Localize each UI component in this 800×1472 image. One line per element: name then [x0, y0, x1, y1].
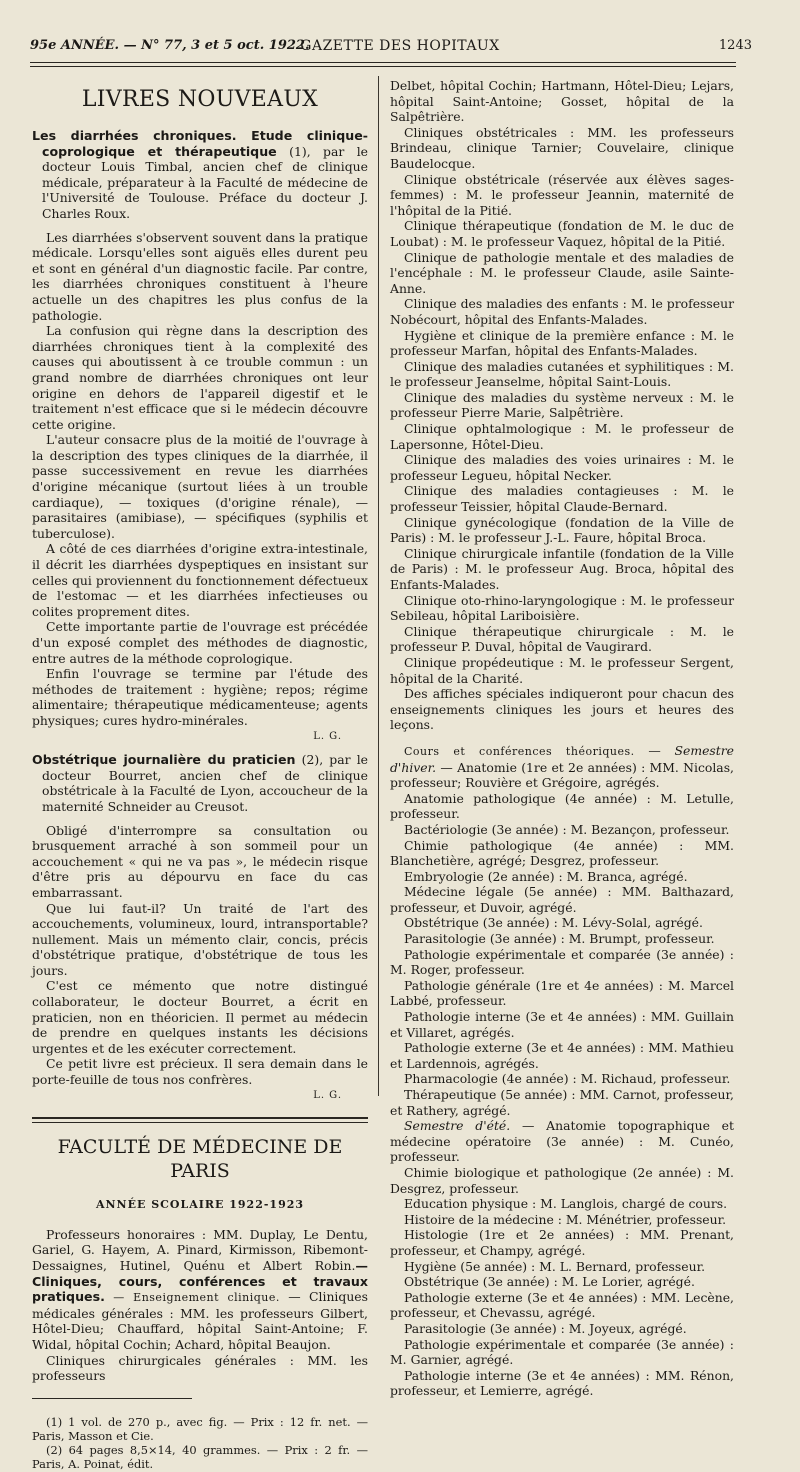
- section-title-faculte: FACULTÉ DE MÉDECINE DE PARIS: [57, 1136, 343, 1183]
- anatomy-course: — Anatomie (1re et 2e années) : MM. Nicolas, professeur; Rouvière et Grégoire, agrégés.: [390, 759, 734, 791]
- clinic-entry: Clinique des maladies des voies urinaires : M. le professeur Legueu, hôpital Necker.: [390, 452, 734, 483]
- section-divider: [32, 1117, 368, 1123]
- course-entry: Obstétrique (3e année) : M. Lévy-Solal, agrégé.: [404, 915, 703, 931]
- course-entry: Pathologie interne (3e et 4e années) : MM. Rénon, professeur, et Lemierre, agrégé.: [390, 1367, 734, 1399]
- course-entry: Obstétrique (3e année) : M. Le Lorier, agrégé.: [404, 1274, 695, 1290]
- faculte-intro: [32, 1227, 368, 1353]
- book1-title: Les diarrhées chroniques. Etude clinique-coprologique et thérapeutique: [32, 128, 368, 159]
- section-title-livres: LIVRES NOUVEAUX: [81, 87, 319, 112]
- footnote: (1) 1 vol. de 270 p., avec fig. — Prix : 12 fr. net. — Paris, Masson et Cie.: [32, 1414, 368, 1443]
- course-entry: Pathologie interne (3e et 4e années) : MM. Guillain et Villaret, agrégés.: [390, 1009, 734, 1040]
- course-entry: Médecine légale (5e année) : MM. Balthazard, professeur, et Duvoir, agrégé.: [390, 884, 734, 915]
- courses-heading: — Cliniques, cours, conférences et travaux pratiques.: [32, 1258, 368, 1305]
- course-entry: Pathologie expérimentale et comparée (3e année) : M. Roger, professeur.: [390, 946, 734, 978]
- clinic-entry: Clinique oto-rhino-laryngologique : M. le professeur Sebileau, hôpital Lariboisière.: [390, 592, 734, 624]
- courses-intro: [390, 743, 734, 791]
- course-entry: Parasitologie (3e année) : M. Joyeux, agrégé.: [404, 1320, 687, 1336]
- course-entry: Pathologie expérimentale et comparée (3e année) : M. Garnier, agrégé.: [390, 1336, 734, 1368]
- clinic-entry: Clinique des maladies des enfants : M. le professeur Nobécourt, hôpital des Enfants-Malades.: [390, 296, 734, 327]
- course-entry: Pathologie générale (1re et 4e années) : M. Marcel Labbé, professeur.: [390, 977, 734, 1009]
- course-entry: Parasitologie (3e année) : M. Brumpt, professeur.: [404, 931, 715, 947]
- book2-entry: [32, 752, 368, 814]
- book2-signature: L. G.: [313, 1089, 342, 1101]
- clinic-entry: Clinique des maladies contagieuses : M. le professeur Teissier, hôpital Claude-Bernard.: [390, 483, 734, 515]
- book1-paragraph: A côté de ces diarrhées d'origine extra-intestinale, il décrit les diarrhées dyspeptiques en insistant sur celles qui proviennent du fonctionnement défectueux de l'estomac — et les diarrhées infectieuses ou colites proprement dites.: [32, 541, 368, 619]
- clinic-entry: Clinique des maladies cutanées et syphilitiques : M. le professeur Jeanselme, hôpital Saint-Louis.: [390, 358, 734, 390]
- course-entry: Histologie (1re et 2e années) : MM. Prenant, professeur, et Champy, agrégé.: [390, 1227, 734, 1258]
- book1-paragraph: La confusion qui règne dans la description des diarrhées chroniques tient à la complexité des causes qui aboutissent à ce trouble commun : un grand nombre de diarrhées chroniques ont leur origine en dehors de l'appareil digestif et le traitement n'est efficace que si le médecin découvre cette origine.: [32, 323, 368, 432]
- clinic-entry: Des affiches spéciales indiqueront pour chacun des enseignements cliniques les jours et heures des leçons.: [390, 686, 734, 733]
- page-number: 1243: [718, 38, 752, 53]
- book2-paragraph: Que lui faut-il? Un traité de l'art des accouchements, volumineux, lourd, intransportable? nullement. Mais un mémento clair, concis, précis d'obstétrique pratique, d'obstétrique de tous les jours.: [32, 900, 368, 978]
- clinic-entry: Clinique chirurgicale infantile (fondation de la Ville de Paris) : M. le professeur Aug. Broca, hôpital des Enfants-Malades.: [390, 545, 734, 592]
- course-entry: Education physique : M. Langlois, chargé de cours.: [404, 1196, 728, 1212]
- book1-signature: L. G.: [313, 730, 342, 742]
- course-entry: Thérapeutique (5e année) : MM. Carnot, professeur, et Rathery, agrégé.: [390, 1087, 734, 1118]
- clinic-entry: Clinique ophtalmologique : M. le professeur de Lapersonne, Hôtel-Dieu.: [390, 421, 734, 452]
- surgical-clinics: Cliniques chirurgicales générales : MM. les professeurs: [32, 1352, 368, 1384]
- winter-semester-label: — Semestre d'hiver.: [390, 742, 734, 775]
- book2-title: Obstétrique journalière du praticien: [32, 752, 296, 768]
- clinical-teaching-heading: — Enseignement clinique.: [113, 1291, 280, 1305]
- footnote: (2) 64 pages 8,5×14, 40 grammes. — Prix : 2 fr. — Paris, A. Poinat, édit.: [32, 1443, 368, 1472]
- course-entry: Pathologie externe (3e et 4e années) : MM. Lecène, professeur, et Chevassu, agrégé.: [390, 1289, 734, 1321]
- book2-paragraph: Obligé d'interrompre sa consultation ou brusquement arraché à son sommeil pour un accouchement « qui ne va pas », le médecin risque d'être pris au dépourvu en face du cas embarrassant.: [32, 822, 368, 900]
- book1-entry: [32, 128, 368, 222]
- header-rule-2: [30, 66, 736, 67]
- clinic-entry: Clinique thérapeutique (fondation de M. le duc de Loubat) : M. le professeur Vaquez, hôpital de la Pitié.: [390, 218, 734, 249]
- footnote-rule: [32, 1398, 192, 1399]
- book2-paragraph: C'est ce mémento que notre distingué collaborateur, le docteur Bourret, a écrit en praticien, non en théoricien. Il permet au médecin de prendre en quelques instants les décisions urgentes et de les exécuter correctement.: [32, 978, 368, 1056]
- book1-ref: (1): [289, 143, 307, 159]
- honorary-professors: Professeurs honoraires : MM. Duplay, Le Dentu, Gariel, G. Hayem, A. Pinard, Kirmisson, Ribemont-Dessaignes, Hutinel, Quénu et Albert Robin.: [32, 1226, 368, 1273]
- header-rule: [30, 62, 736, 63]
- course-entry: Pathologie externe (3e et 4e années) : MM. Mathieu et Lardennois, agrégés.: [390, 1040, 734, 1071]
- course-entry: Hygiène (5e année) : M. L. Bernard, professeur.: [404, 1258, 706, 1274]
- topographic-anatomy-course: — Anatomie topographique et médecine opératoire (3e année) : M. Cunéo, professeur.: [390, 1118, 734, 1165]
- course-entry: Chimie pathologique (4e année) : MM. Blanchetière, agrégé; Desgrez, professeur.: [390, 837, 734, 869]
- book2-paragraph: Ce petit livre est précieux. Il sera demain dans le porte-feuille de tous nos confrères.: [32, 1056, 368, 1088]
- summer-semester-label: Semestre d'été.: [404, 1118, 511, 1134]
- column-separator: [378, 76, 379, 1096]
- course-entry: Embryologie (2e année) : M. Branca, agrégé.: [404, 868, 688, 884]
- clinic-entry: Cliniques obstétricales : MM. les professeurs Brindeau, clinique Tarnier; Couvelaire, clinique Baudelocque.: [390, 124, 734, 171]
- clinic-entry: Clinique thérapeutique chirurgicale : M. le professeur P. Duval, hôpital de Vaugirard.: [390, 623, 734, 655]
- journal-title: GAZETTE DES HOPITAUX: [300, 38, 500, 54]
- book1-paragraph: Cette importante partie de l'ouvrage est précédée d'un exposé complet des méthodes de diagnostic, entre autres de la méthode coprologique.: [32, 619, 368, 666]
- clinic-entry: Clinique obstétricale (réservée aux élèves sages-femmes) : M. le professeur Jeannin, maternité de l'hôpital de la Pitié.: [390, 171, 734, 218]
- course-entry: Chimie biologique et pathologique (2e année) : M. Desgrez, professeur.: [390, 1164, 734, 1196]
- course-entry: Anatomie pathologique (4e année) : M. Letulle, professeur.: [390, 790, 734, 822]
- academic-year: ANNÉE SCOLAIRE 1922-1923: [95, 1198, 305, 1212]
- clinic-entry: Clinique des maladies du système nerveux : M. le professeur Pierre Marie, Salpêtrière.: [390, 389, 734, 421]
- right-column: [390, 78, 734, 1399]
- course-entry: Bactériologie (3e année) : M. Bezançon, professeur.: [404, 821, 730, 837]
- book1-paragraph: Les diarrhées s'observent souvent dans la pratique médicale. Lorsqu'elles sont aiguës elles durent peu et sont en général d'un diagnostic facile. Par contre, les diarrhées chroniques constituent à l'heure actuelle un des chapitres les plus confus de la pathologie.: [32, 229, 368, 323]
- clinic-entry: Clinique de pathologie mentale et des maladies de l'encéphale : M. le professeur Claude, asile Sainte-Anne.: [390, 249, 734, 296]
- summer-intro: [390, 1118, 734, 1165]
- course-entry: Histoire de la médecine : M. Ménétrier, professeur.: [404, 1211, 727, 1227]
- footnotes: [32, 1415, 368, 1472]
- book1-intro: , par le docteur Louis Timbal, ancien chef de clinique médicale, préparateur à la Faculté de médecine de l'Université de Toulouse. Préface du docteur J. Charles Roux.: [42, 143, 369, 221]
- book1-paragraph: Enfin l'ouvrage se termine par l'étude des méthodes de traitement : hygiène; repos; régime alimentaire; thérapeutique médicamenteuse; agents physiques; cures hydro-minérales.: [32, 666, 368, 728]
- clinic-entry: Clinique propédeutique : M. le professeur Sergent, hôpital de la Charité.: [390, 654, 734, 686]
- book2-ref: (2): [301, 752, 320, 768]
- clinic-entry: Delbet, hôpital Cochin; Hartmann, Hôtel-Dieu; Lejars, hôpital Saint-Antoine; Gosset, hôpital de la Salpêtrière.: [390, 78, 734, 125]
- left-column: [32, 78, 368, 1472]
- issue-info: 95e ANNÉE. — N° 77, 3 et 5 oct. 1922.: [30, 38, 310, 53]
- clinic-entry: Hygiène et clinique de la première enfance : M. le professeur Marfan, hôpital des Enfants-Malades.: [390, 327, 734, 359]
- courses-heading-theory: Cours et conférences théoriques.: [404, 744, 635, 758]
- book1-paragraph: L'auteur consacre plus de la moitié de l'ouvrage à la description des types cliniques de la diarrhée, il passe successivement en revue les diarrhées d'origine mécanique (surtout liées à un trouble cardiaque), — toxiques (d'origine rénale), — parasitaires (amibiase), — spécifiques (syphilis et tuberculose).: [32, 432, 368, 541]
- clinic-entry: Clinique gynécologique (fondation de la Ville de Paris) : M. le professeur J.-L. Faure, hôpital Broca.: [390, 514, 734, 546]
- course-entry: Pharmacologie (4e année) : M. Richaud, professeur.: [404, 1071, 731, 1087]
- book2-intro: , par le docteur Bourret, ancien chef de clinique obstétricale à la Faculté de Lyon, accoucheur de la maternité Schneider au Creusot.: [42, 752, 368, 814]
- medical-clinics: — Cliniques médicales générales : MM. les professeurs Gilbert, Hôtel-Dieu; Chauffard, hôpital Saint-Antoine; F. Widal, hôpital Cochin; Achard, hôpital Beaujon.: [32, 1289, 368, 1352]
